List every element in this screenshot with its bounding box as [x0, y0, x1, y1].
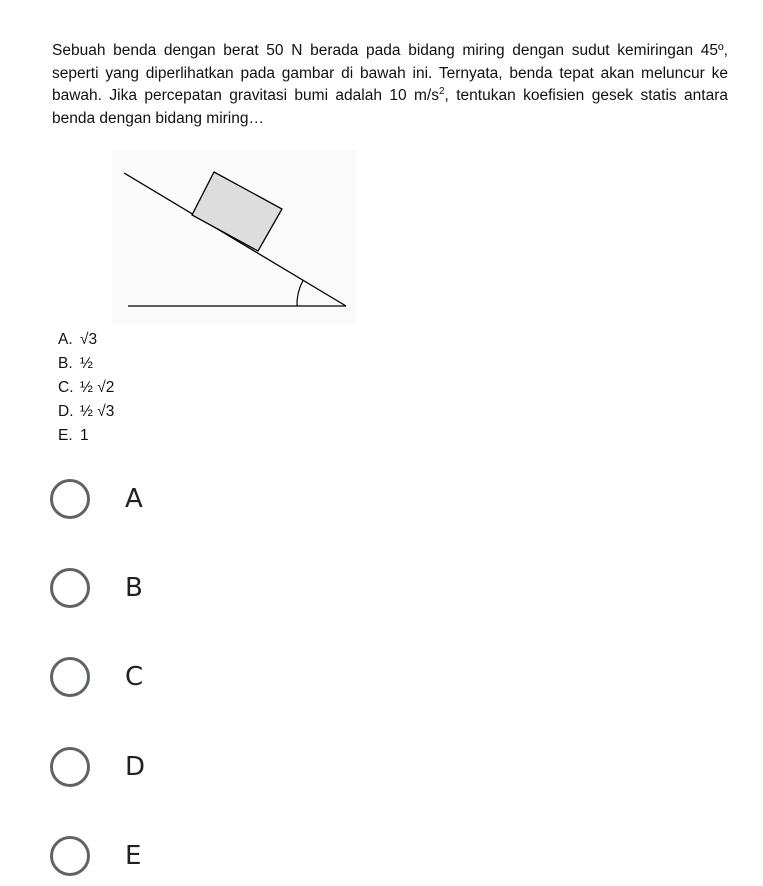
answer-choices-list [58, 328, 114, 448]
radio-option-c[interactable] [50, 657, 250, 703]
question-text [52, 40, 728, 130]
choice-value: ½ √3 [80, 403, 115, 420]
choice-value: ½ [80, 355, 93, 372]
question-text-part2: , tentukan koefisien gesek statis antara benda dengan bidang miring… [52, 87, 728, 127]
choice-value: 1 [80, 427, 89, 444]
inclined-plane-figure [112, 150, 356, 324]
choice-letter: C. [58, 379, 74, 396]
choice-letter: E. [58, 427, 73, 444]
radio-circle-icon[interactable] [50, 747, 90, 787]
answer-choice-c [58, 376, 114, 400]
radio-circle-icon[interactable] [50, 479, 90, 519]
question-superscript: 2 [438, 85, 445, 97]
inclined-plane-diagram [112, 150, 356, 324]
choice-letter: D. [58, 403, 74, 420]
choice-value: ½ √2 [80, 379, 115, 396]
radio-circle-icon[interactable] [50, 836, 90, 876]
choice-value: √3 [80, 331, 98, 348]
radio-option-label[interactable]: D [125, 752, 146, 782]
choice-letter: B. [58, 355, 73, 372]
radio-option-label[interactable]: E [125, 841, 142, 871]
question-text-part1: Sebuah benda dengan berat 50 N berada pada bidang miring dengan sudut kemiringan 45º, seperti yang diperlihatkan pada gambar di bawah ini. Ternyata, benda tepat akan meluncur ke bawah. Jika percepatan gravitasi bumi adalah 10 m/s [52, 42, 728, 104]
radio-circle-icon[interactable] [50, 568, 90, 608]
radio-circle-icon[interactable] [50, 657, 90, 697]
radio-option-label[interactable]: B [125, 573, 143, 603]
radio-option-e[interactable] [50, 836, 250, 882]
radio-option-label[interactable]: C [125, 662, 144, 692]
choice-letter: A. [58, 331, 73, 348]
radio-option-b[interactable] [50, 568, 250, 614]
angle-arc [297, 281, 303, 307]
answer-choice-e [58, 424, 114, 448]
answer-choice-d [58, 400, 114, 424]
answer-choice-b [58, 352, 114, 376]
radio-option-label[interactable]: A [125, 484, 143, 514]
radio-option-a[interactable] [50, 479, 250, 525]
answer-choice-a [58, 328, 114, 352]
block-on-incline [192, 172, 282, 251]
radio-option-d[interactable] [50, 747, 250, 793]
